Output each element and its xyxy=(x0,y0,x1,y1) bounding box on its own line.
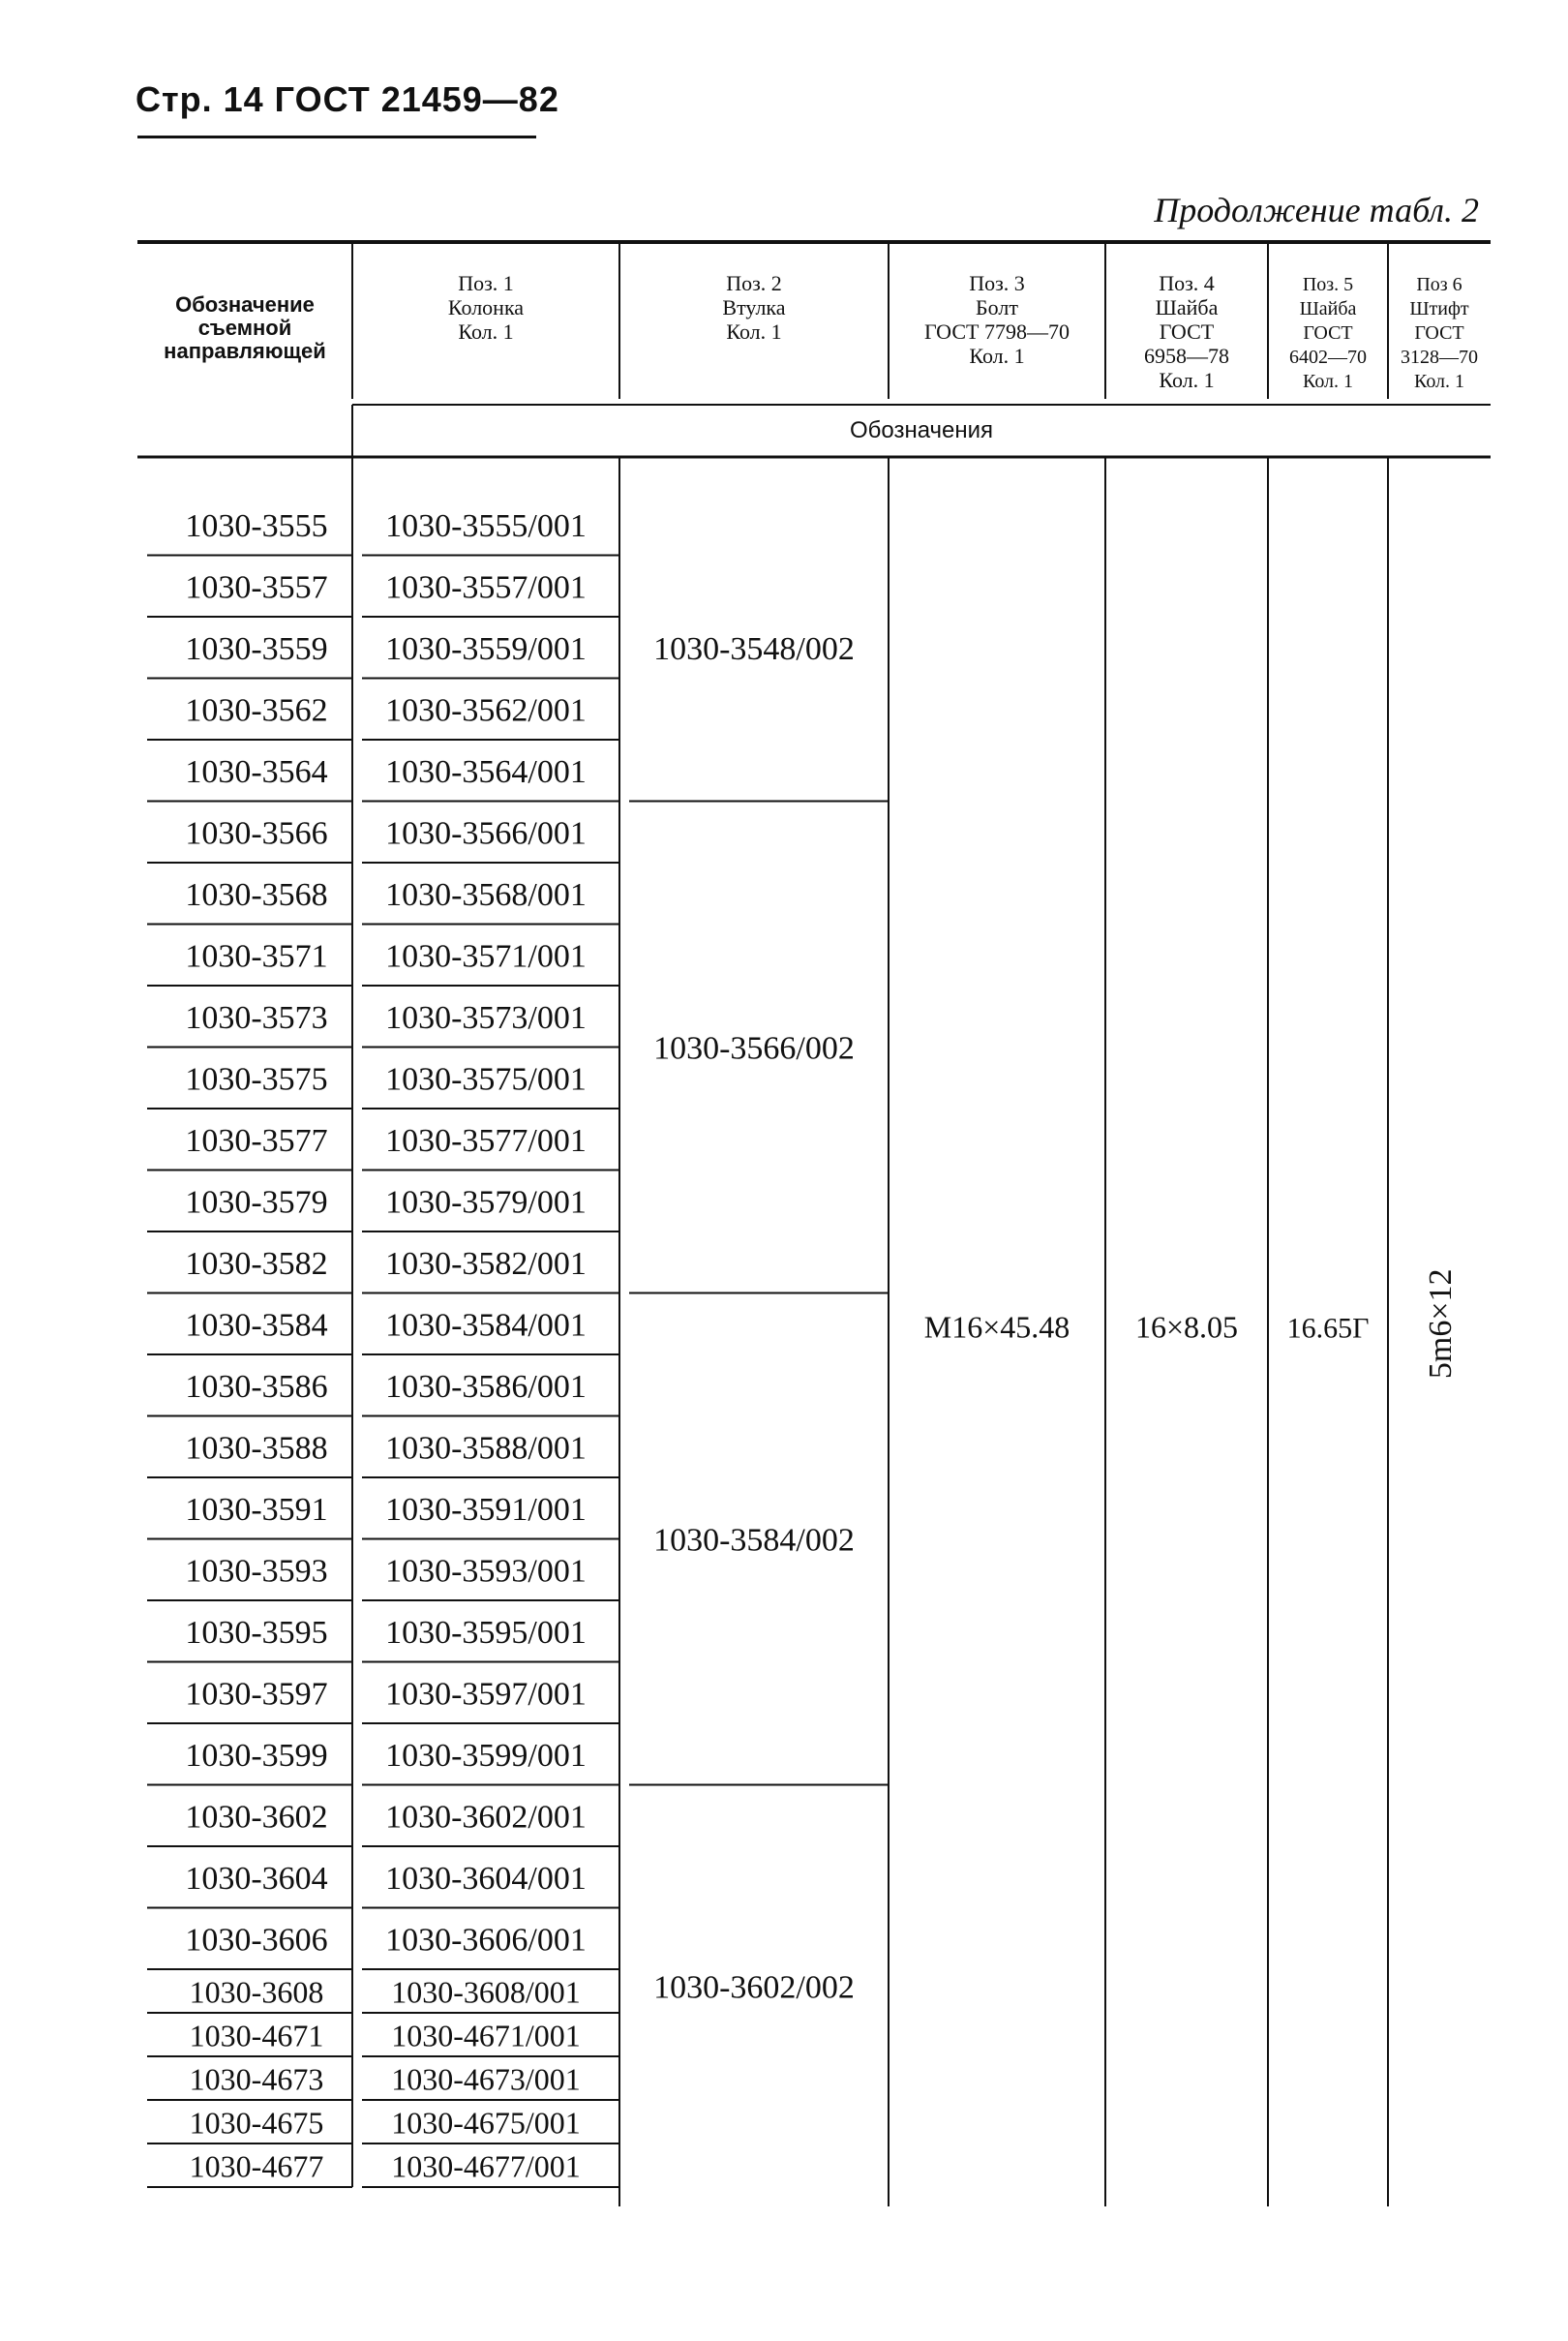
header-pos3-line: Кол. 1 xyxy=(969,344,1025,368)
header-designation-line: направляющей xyxy=(164,339,326,363)
column-pos1-cell: 1030-3571/001 xyxy=(385,938,587,975)
designation-cell: 1030-3555 xyxy=(185,507,328,544)
header-pos3-line: Болт xyxy=(976,295,1018,319)
column-pos1-cell: 1030-3586/001 xyxy=(385,1368,587,1405)
designation-cell: 1030-3593 xyxy=(185,1553,328,1590)
header-pos3-line: ГОСТ 7798—70 xyxy=(924,319,1070,344)
designation-cell: 1030-3559 xyxy=(185,630,328,667)
header-pos4-line: 6958—78 xyxy=(1144,344,1229,368)
bushing-cell: 1030-3602/002 xyxy=(653,1969,855,2006)
header-pos1-line: Колонка xyxy=(447,295,525,319)
designation-cell: 1030-3604 xyxy=(185,1860,328,1897)
header-pos6-line: Поз 6 xyxy=(1416,274,1462,295)
column-pos1-cell: 1030-4677/001 xyxy=(391,2148,581,2184)
designation-cell: 1030-3586 xyxy=(185,1368,328,1405)
designation-cell: 1030-3591 xyxy=(185,1491,328,1528)
designation-cell: 1030-3602 xyxy=(185,1799,328,1836)
designation-cell: 1030-3566 xyxy=(185,815,328,852)
header-pos5-line: ГОСТ xyxy=(1303,322,1353,344)
designation-cell: 1030-3571 xyxy=(185,938,328,975)
header-pos5-line: Поз. 5 xyxy=(1302,274,1354,295)
designation-cell: 1030-4673 xyxy=(189,2061,324,2097)
column-pos1-cell: 1030-3582/001 xyxy=(385,1245,587,1282)
column-pos1-cell: 1030-3577/001 xyxy=(385,1122,587,1159)
header-pos5-line: Кол. 1 xyxy=(1302,371,1354,392)
pin-cell: 5m6×12 xyxy=(1423,1268,1459,1380)
designation-cell: 1030-3608 xyxy=(189,1974,324,2010)
header-pos6-line: ГОСТ xyxy=(1414,322,1464,344)
column-pos1-cell: 1030-3564/001 xyxy=(385,753,587,790)
column-pos1-cell: 1030-3562/001 xyxy=(385,692,587,729)
column-pos1-cell: 1030-4675/001 xyxy=(391,2105,581,2141)
designation-cell: 1030-3562 xyxy=(185,692,328,729)
header-pos1-line: Кол. 1 xyxy=(458,319,514,344)
header-pos4-line: Кол. 1 xyxy=(1159,368,1215,392)
column-pos1-cell: 1030-3568/001 xyxy=(385,876,587,913)
designation-cell: 1030-3595 xyxy=(185,1614,328,1651)
designation-cell: 1030-3582 xyxy=(185,1245,328,1282)
column-pos1-cell: 1030-4671/001 xyxy=(391,2018,581,2053)
designation-cell: 1030-3597 xyxy=(185,1676,328,1713)
designation-cell: 1030-3599 xyxy=(185,1737,328,1774)
column-pos1-cell: 1030-3602/001 xyxy=(385,1799,587,1836)
column-pos1-cell: 1030-3588/001 xyxy=(385,1430,587,1467)
column-pos1-cell: 1030-3595/001 xyxy=(385,1614,587,1651)
header-group-label: Обозначения xyxy=(849,417,994,443)
designation-cell: 1030-3579 xyxy=(185,1184,328,1221)
column-pos1-cell: 1030-3606/001 xyxy=(385,1922,587,1959)
column-pos1-cell: 1030-3597/001 xyxy=(385,1676,587,1713)
header-pos2-line: Втулка xyxy=(722,295,786,319)
designation-cell: 1030-3575 xyxy=(185,1061,328,1098)
header-designation-line: Обозначение xyxy=(175,292,315,317)
column-pos1-cell: 1030-3579/001 xyxy=(385,1184,587,1221)
column-pos1-cell: 1030-3575/001 xyxy=(385,1061,587,1098)
column-pos1-cell: 1030-3566/001 xyxy=(385,815,587,852)
header-pos6-line: 3128—70 xyxy=(1401,347,1478,368)
column-pos1-cell: 1030-3608/001 xyxy=(391,1974,581,2010)
designation-cell: 1030-3557 xyxy=(185,569,328,606)
header-pos1-line: Поз. 1 xyxy=(458,271,514,295)
bushing-cell: 1030-3548/002 xyxy=(653,630,855,667)
header-pos5-line: Шайба xyxy=(1299,298,1357,319)
designation-cell: 1030-3573 xyxy=(185,999,328,1036)
bushing-cell: 1030-3566/002 xyxy=(653,1030,855,1067)
header-designation-line: съемной xyxy=(197,316,292,340)
designation-cell: 1030-3564 xyxy=(185,753,328,790)
header-pos5-line: 6402—70 xyxy=(1289,347,1367,368)
column-pos1-cell: 1030-3557/001 xyxy=(385,569,587,606)
column-pos1-cell: 1030-3584/001 xyxy=(385,1307,587,1344)
header-pos4-line: ГОСТ xyxy=(1159,319,1215,344)
washer4-cell: 16×8.05 xyxy=(1134,1309,1239,1345)
column-pos1-cell: 1030-3599/001 xyxy=(385,1737,587,1774)
designation-cell: 1030-3584 xyxy=(185,1307,328,1344)
column-pos1-cell: 1030-3604/001 xyxy=(385,1860,587,1897)
column-pos1-cell: 1030-3555/001 xyxy=(385,507,587,544)
washer5-cell: 16.65Г xyxy=(1286,1312,1370,1345)
bolt-cell: M16×45.48 xyxy=(923,1309,1070,1345)
header-pos2-line: Кол. 1 xyxy=(726,319,782,344)
header-pos4-line: Поз. 4 xyxy=(1159,271,1215,295)
page-header: Стр. 14 ГОСТ 21459—82 xyxy=(136,79,559,119)
header-pos4-line: Шайба xyxy=(1155,295,1219,319)
header-pos6-line: Штифт xyxy=(1409,298,1469,319)
designation-cell: 1030-3568 xyxy=(185,876,328,913)
designation-cell: 1030-4671 xyxy=(189,2018,324,2053)
bushing-cell: 1030-3584/002 xyxy=(653,1522,855,1559)
column-pos1-cell: 1030-3559/001 xyxy=(385,630,587,667)
header-pos2-line: Поз. 2 xyxy=(726,271,782,295)
column-pos1-cell: 1030-3593/001 xyxy=(385,1553,587,1590)
designation-cell: 1030-3577 xyxy=(185,1122,328,1159)
continuation-label: Продолжение табл. 2 xyxy=(1154,191,1479,229)
column-pos1-cell: 1030-4673/001 xyxy=(391,2061,581,2097)
designation-cell: 1030-4677 xyxy=(189,2148,324,2184)
designation-cell: 1030-4675 xyxy=(189,2105,324,2141)
column-pos1-cell: 1030-3573/001 xyxy=(385,999,587,1036)
header-pos3-line: Поз. 3 xyxy=(969,271,1025,295)
designation-cell: 1030-3606 xyxy=(185,1922,328,1959)
column-pos1-cell: 1030-3591/001 xyxy=(385,1491,587,1528)
header-pos6-line: Кол. 1 xyxy=(1413,371,1465,392)
designation-cell: 1030-3588 xyxy=(185,1430,328,1467)
